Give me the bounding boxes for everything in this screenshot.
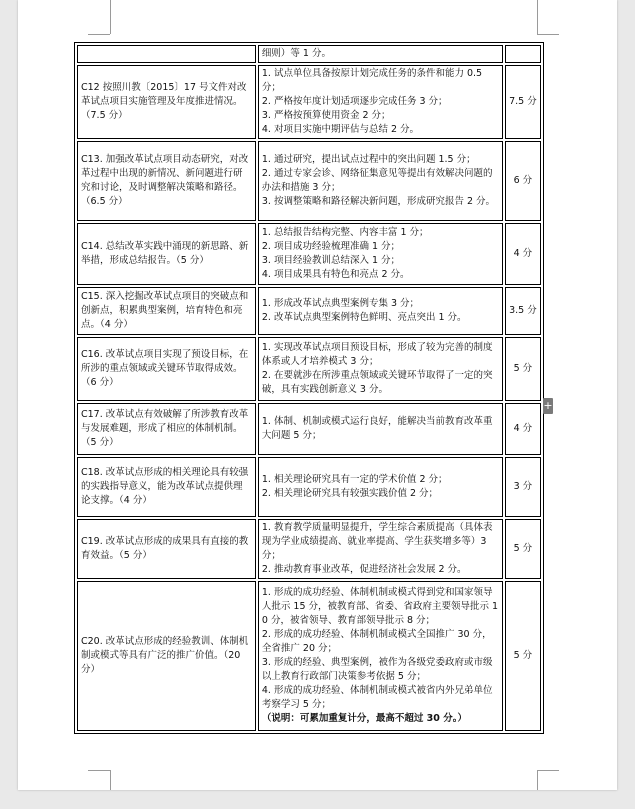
table-row: [77, 65, 541, 139]
criteria-cell: [258, 457, 503, 517]
criterion-line: 1. 教育教学质量明显提升，学生综合素质提高（具体表现为学业成绩提高、就业率提高、学生获奖增多等）3 分；: [261, 522, 493, 561]
score-cell: 5 分: [505, 581, 541, 731]
criterion-line: 1. 相关理论研究具有一定的学术价值 2 分；: [261, 474, 448, 485]
criteria-cell: [258, 519, 503, 579]
criterion-line: 1. 形成的成功经验、体制机制或模式得到党和国家领导人批示 15 分，被教育部、省委、省政府主要领导批示 10 分，被省领导、教育部领导批示 8 分；: [261, 587, 499, 626]
item-cell: C18. 改革试点形成的相关理论具有较强的实践指导意义，能为改革试点提供理论支撑。（4 分）: [77, 457, 256, 517]
criteria-cell: [258, 287, 503, 335]
criterion-line: 1. 形成改革试点典型案例专集 3 分；: [261, 298, 420, 309]
criterion-line: 1. 实现改革试点项目预设目标，形成了较为完善的制度体系或人才培养模式 3 分；: [261, 342, 493, 367]
crop-mark-top-right-h: [537, 34, 559, 36]
item-cell: C15. 深入挖掘改革试点项目的突破点和创新点，积累典型案例，培育特色和亮点。（4 分）: [77, 287, 256, 335]
criterion-line: 4. 对项目实施中期评估与总结 2 分。: [261, 124, 420, 135]
item-cell: C17. 改革试点有效破解了所涉教育改革与发展难题，形成了相应的体制机制。（5 分）: [77, 403, 256, 455]
table-row: [77, 457, 541, 517]
criterion-line: 1. 试点单位具备按原计划完成任务的条件和能力 0.5 分；: [261, 68, 483, 93]
score-cell: 7.5 分: [505, 65, 541, 139]
criterion-line: 3. 按调整策略和路径解决新问题，形成研究报告 2 分。: [261, 196, 496, 207]
criteria-cell: [258, 223, 503, 285]
criterion-line: 2. 在要就涉在所涉重点领域或关键环节取得了一定的突破，具有实践创新意义 3 分。: [261, 370, 493, 395]
criteria-cell: 细则）等 1 分。: [258, 45, 503, 63]
table-row: [77, 337, 541, 401]
criterion-line: 3. 形成的经验、典型案例，被作为各级党委政府或市级以上教育行政部门决策参考依据 5 分；: [261, 657, 493, 682]
item-cell: [77, 45, 256, 63]
criterion-note: （说明：可累加重复计分，最高不超过 30 分。）: [261, 713, 467, 724]
table-row: [77, 287, 541, 335]
criterion-line: 1. 总结报告结构完整、内容丰富 1 分；: [261, 227, 429, 238]
criterion-line: 2. 推动教育事业改革，促进经济社会发展 2 分。: [261, 564, 467, 575]
crop-mark-bottom-right: [537, 770, 548, 790]
criterion-line: 1. 体制、机制或模式运行良好，能解决当前教育改革重大问题 5 分；: [261, 416, 493, 441]
item-cell: C16. 改革试点项目实现了预设目标，在所涉的重点领域或关键环节取得成效。（6 分）: [77, 337, 256, 401]
criteria-cell: [258, 581, 503, 731]
table-row: [77, 141, 541, 221]
criterion-line: 3. 严格按预算使用资金 2 分；: [261, 110, 391, 121]
crop-mark-bottom-left-h: [88, 770, 110, 772]
crop-mark-bottom-left: [100, 770, 111, 790]
table-row: [77, 519, 541, 579]
expand-toggle-icon[interactable]: +: [543, 399, 553, 412]
criteria-cell: [258, 141, 503, 221]
item-cell: C12 按照川教〔2015〕17 号文件对改革试点项目实施管理及年度推进情况。（7.5 分）: [77, 65, 256, 139]
criteria-cell: [258, 337, 503, 401]
crop-mark-top-left-h: [88, 34, 110, 36]
score-cell: [505, 45, 541, 63]
criterion-line: 4. 项目成果具有特色和亮点 2 分。: [261, 269, 410, 280]
table-row-continuation: [77, 45, 541, 63]
score-cell: 6 分: [505, 141, 541, 221]
item-cell: C20. 改革试点形成的经验教训、体制机制或模式等具有广泛的推广价值。（20 分）: [77, 581, 256, 731]
score-cell: 5 分: [505, 519, 541, 579]
crop-mark-bottom-right-h: [537, 770, 559, 772]
criterion-line: 2. 相关理论研究具有较强实践价值 2 分；: [261, 488, 439, 499]
criterion-line: 3. 项目经验教训总结深入 1 分；: [261, 255, 401, 266]
criterion-line: 2. 形成的成功经验、体制机制或模式全国推广 30 分，全省推广 20 分；: [261, 629, 492, 654]
score-cell: 4 分: [505, 403, 541, 455]
item-cell: C13. 加强改革试点项目动态研究，对改革过程中出现的新情况、新问题进行研究和讨论，及时调整解决策略和路径。（6.5 分）: [77, 141, 256, 221]
score-cell: 3 分: [505, 457, 541, 517]
criterion-line: 1. 通过研究，提出试点过程中的突出问题 1.5 分；: [261, 154, 476, 165]
item-cell: C19. 改革试点形成的成果具有直接的教育效益。（5 分）: [77, 519, 256, 579]
table-row: [77, 223, 541, 285]
table-row: [77, 403, 541, 455]
score-cell: 3.5 分: [505, 287, 541, 335]
crop-mark-top-right: [537, 0, 548, 34]
table-row: [77, 581, 541, 731]
item-cell: C14. 总结改革实践中涌现的新思路、新举措，形成总结报告。（5 分）: [77, 223, 256, 285]
criterion-line: 4. 形成的成功经验、体制机制或模式被省内外兄弟单位考察学习 5 分；: [261, 685, 493, 710]
criterion-line: 2. 改革试点典型案例特色鲜明、亮点突出 1 分。: [261, 312, 467, 323]
score-cell: 4 分: [505, 223, 541, 285]
criterion-line: 2. 严格按年度计划适项逐步完成任务 3 分；: [261, 96, 448, 107]
criteria-cell: [258, 403, 503, 455]
criteria-cell: [258, 65, 503, 139]
crop-mark-top-left: [100, 0, 111, 34]
criterion-line: 2. 项目成功经验梳理准确 1 分；: [261, 241, 401, 252]
criterion-line: 2. 通过专家会诊、网络征集意见等提出有效解决问题的办法和措施 3 分；: [261, 168, 493, 193]
evaluation-table: [74, 42, 544, 734]
score-cell: 5 分: [505, 337, 541, 401]
